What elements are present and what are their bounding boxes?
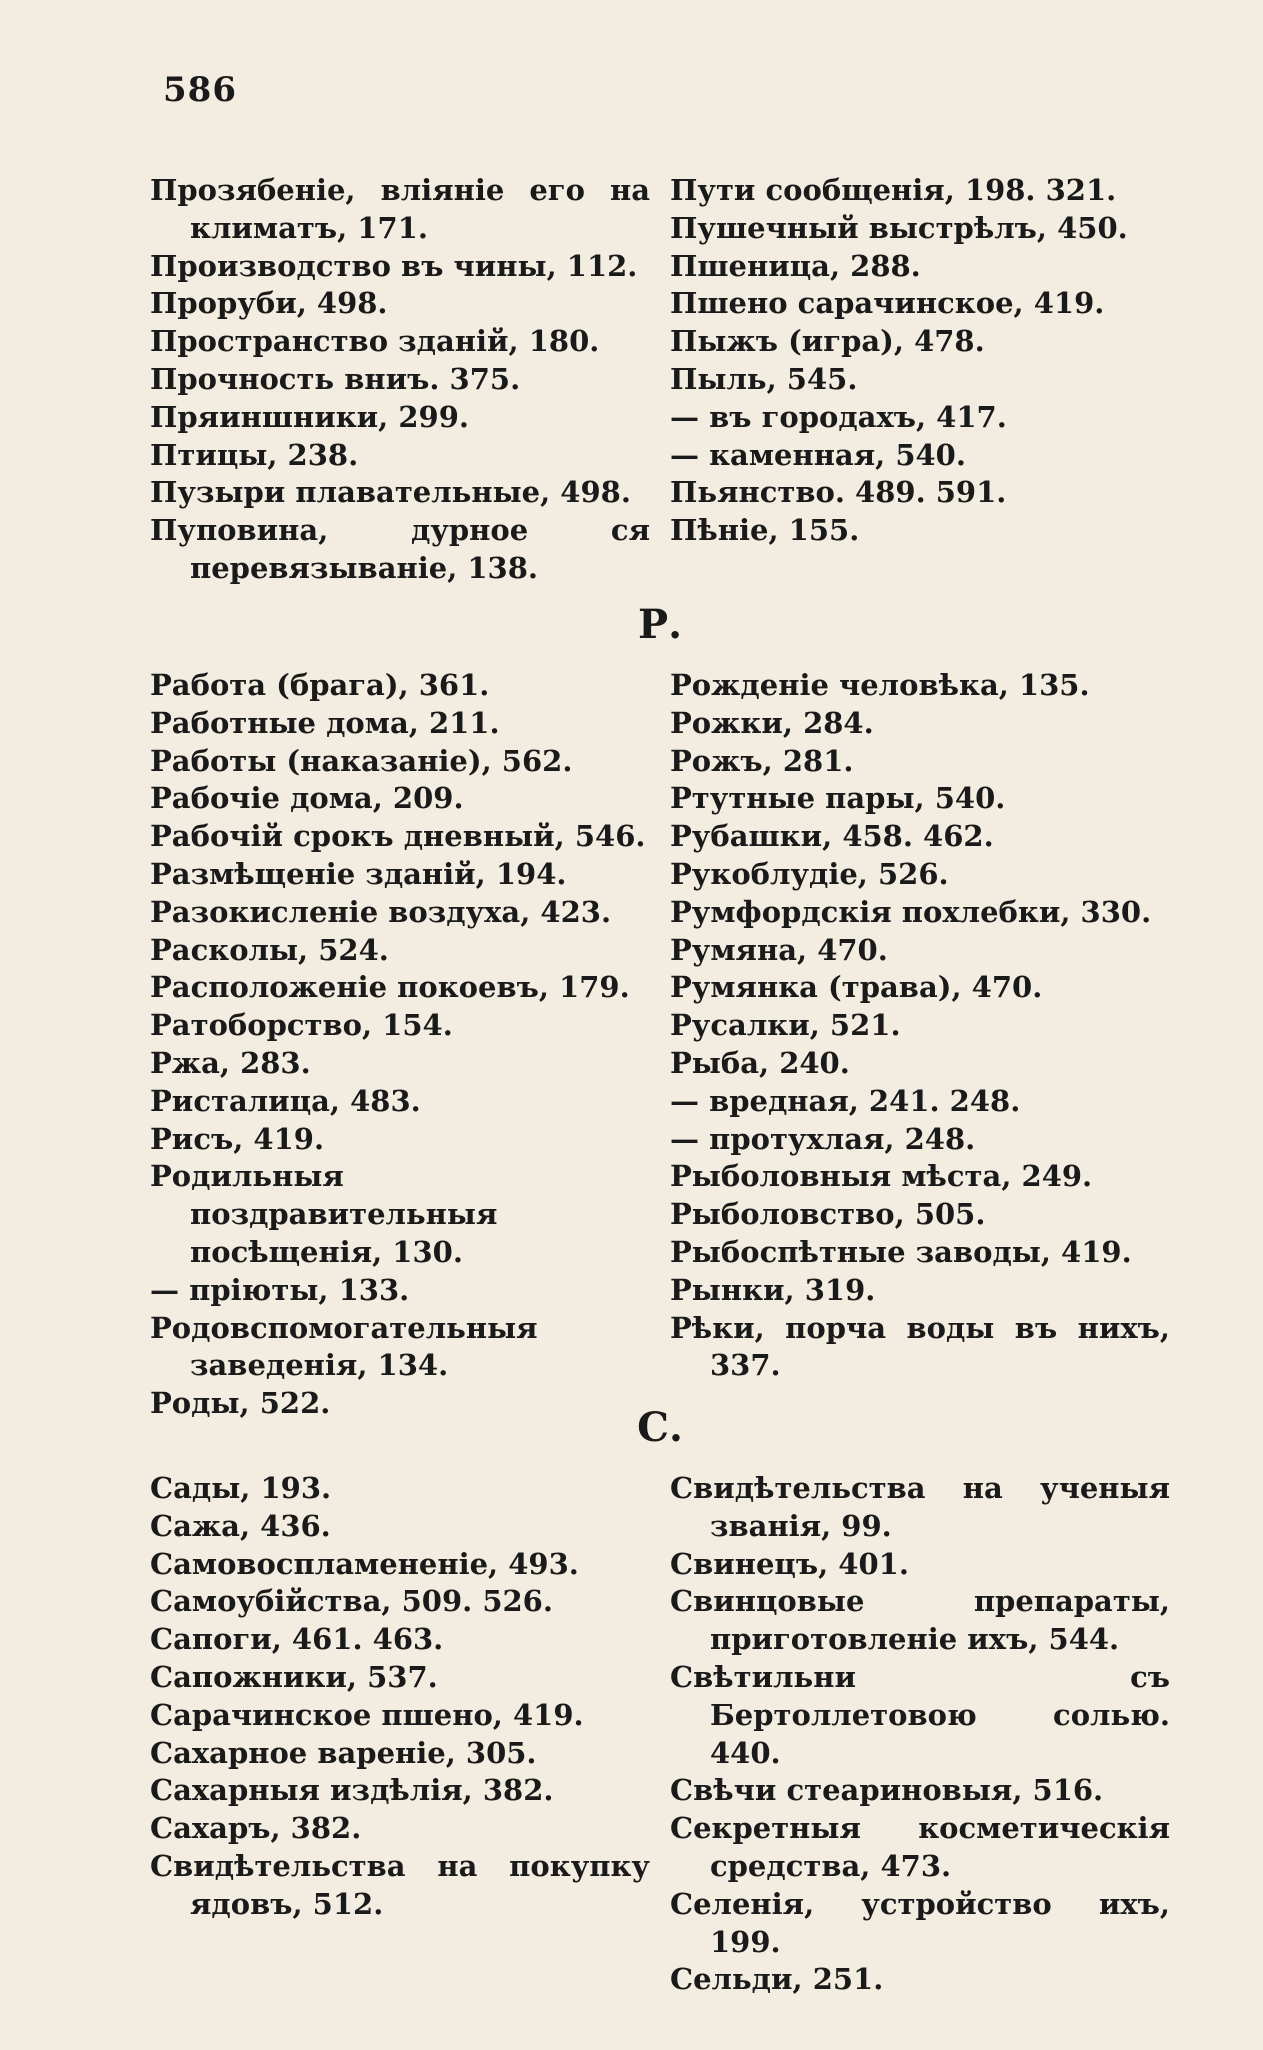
section-columns xyxy=(150,1470,1170,1999)
section-p xyxy=(150,172,1170,588)
index-entry: Свидѣтельства на ученыя званія, 99. xyxy=(670,1471,1170,1543)
index-entry: Рисъ, 419. xyxy=(150,1121,325,1156)
index-entry: Самоубійства, 509. 526. xyxy=(150,1584,553,1619)
index-entry: Ржа, 283. xyxy=(150,1045,311,1080)
index-entry: Разокисленіе воздуха, 423. xyxy=(150,894,612,929)
section-columns xyxy=(150,172,1170,588)
index-entry: Рубашки, 458. 462. xyxy=(670,819,994,854)
index-entry: Рынки, 319. xyxy=(670,1272,876,1307)
index-entry: Рѣки, порча воды въ нихъ, 337. xyxy=(670,1310,1170,1383)
index-entry: Рабочіе дома, 209. xyxy=(150,781,464,816)
index-entry: Сахарное вареніе, 305. xyxy=(150,1735,537,1770)
index-entry: Румфордскія похлебки, 330. xyxy=(670,894,1152,929)
index-entry: Сажа, 436. xyxy=(150,1508,331,1543)
index-entry: Пуповина, дурное ся перевязываніе, 138. xyxy=(150,513,650,585)
section-letter: Р. xyxy=(637,601,682,648)
left-column xyxy=(150,667,650,1423)
index-entry: — пріюты, 133. xyxy=(150,1272,410,1307)
index-entry: Размѣщеніе зданій, 194. xyxy=(150,856,567,891)
index-entry: Пути сообщенія, 198. 321. xyxy=(670,173,1117,207)
index-entry: Пыжъ (игра), 478. xyxy=(670,324,985,359)
index-entry: Рыболовство, 505. xyxy=(670,1197,986,1232)
index-entry: Пыль, 545. xyxy=(670,361,858,396)
index-entry: Родовспомогательныя заведенія, 134. xyxy=(150,1310,538,1383)
left-column xyxy=(150,172,650,588)
index-entry: Сапоги, 461. 463. xyxy=(150,1622,444,1657)
index-entry: — протухлая, 248. xyxy=(670,1121,976,1156)
index-entry: Пушечный выстрѣлъ, 450. xyxy=(670,210,1128,245)
index-entry: Пѣніе, 155. xyxy=(670,513,860,548)
index-entry: Секретныя косметическія средства, 473. xyxy=(670,1811,1170,1883)
index-entry: Птицы, 238. xyxy=(150,437,359,472)
index-entry: Сахарныя издѣлія, 382. xyxy=(150,1773,554,1808)
index-entry: Родильныя поздравительныя посѣщенія, 130. xyxy=(150,1159,498,1269)
index-entry: Самовоспламененіе, 493. xyxy=(150,1546,579,1581)
index-entry: Сады, 193. xyxy=(150,1471,332,1505)
section-columns xyxy=(150,667,1170,1423)
index-entry: Пузыри плавательные, 498. xyxy=(150,475,631,510)
index-entry: Пшено сарачинское, 419. xyxy=(670,286,1105,321)
index-entry: Рукоблудіе, 526. xyxy=(670,856,949,891)
index-entry: Прозябеніе, вліяніе его на климатъ, 171. xyxy=(150,173,650,245)
index-entry: Русалки, 521. xyxy=(670,1008,901,1043)
index-entry: Сельди, 251. xyxy=(670,1962,884,1997)
index-entry: — въ городахъ, 417. xyxy=(670,399,1007,434)
index-entry: Пшеница, 288. xyxy=(670,248,921,283)
index-entry: Расположеніе покоевъ, 179. xyxy=(150,970,630,1005)
section-letter: С. xyxy=(637,1404,683,1451)
index-entry: Работа (брага), 361. xyxy=(150,668,490,702)
index-entry: Рабочій срокъ дневный, 546. xyxy=(150,819,646,854)
index-entry: Свѣчи стеариновыя, 516. xyxy=(670,1773,1104,1808)
index-entry: Пространство зданій, 180. xyxy=(150,324,600,359)
index-entry: Сахаръ, 382. xyxy=(150,1811,362,1846)
index-entry: Румянка (трава), 470. xyxy=(670,970,1043,1005)
index-entry: Рожъ, 281. xyxy=(670,743,854,778)
section-r xyxy=(150,595,1170,1423)
index-entry: Работные дома, 211. xyxy=(150,705,500,740)
index-entry: Сарачинское пшено, 419. xyxy=(150,1697,584,1732)
index-entry: Производство въ чины, 112. xyxy=(150,248,638,283)
index-entry: Пьянство. 489. 591. xyxy=(670,475,1007,510)
index-entry: Рыба, 240. xyxy=(670,1045,850,1080)
right-column xyxy=(670,667,1170,1423)
index-entry: Селенія, устройство ихъ, 199. xyxy=(670,1886,1170,1959)
index-entry: Работы (наказаніе), 562. xyxy=(150,743,573,778)
index-entry: Пряиншники, 299. xyxy=(150,399,469,434)
index-entry: Ратоборство, 154. xyxy=(150,1008,453,1043)
index-entry: Рожденіе человѣка, 135. xyxy=(670,668,1090,702)
index-entry: Сапожники, 537. xyxy=(150,1659,438,1694)
index-entry: — вредная, 241. 248. xyxy=(670,1083,1021,1118)
index-entry: Рыболовныя мѣста, 249. xyxy=(670,1159,1093,1194)
index-entry: Рожки, 284. xyxy=(670,705,874,740)
section-s xyxy=(150,1398,1170,1999)
right-column xyxy=(670,1470,1170,1999)
index-entry: Ристалица, 483. xyxy=(150,1083,421,1118)
index-entry: Роды, 522. xyxy=(150,1386,331,1421)
index-entry: — каменная, 540. xyxy=(670,437,966,472)
index-entry: Свинцовые препараты, приготовленіе ихъ, 544. xyxy=(670,1584,1170,1657)
index-entry: Прочность вниъ. 375. xyxy=(150,361,521,396)
index-entry: Свидѣтельства на покупку ядовъ, 512. xyxy=(150,1848,650,1921)
right-column xyxy=(670,172,1170,588)
page-number: 586 xyxy=(163,70,237,110)
index-entry: Ртутные пары, 540. xyxy=(670,781,1006,816)
index-entry: Румяна, 470. xyxy=(670,932,888,967)
index-entry: Свѣтильни съ Бертоллетовою солью. 440. xyxy=(670,1659,1170,1770)
index-entry: Проруби, 498. xyxy=(150,286,388,321)
index-entry: Свинецъ, 401. xyxy=(670,1546,909,1581)
left-column xyxy=(150,1470,650,1999)
index-entry: Рыбоспѣтные заводы, 419. xyxy=(670,1234,1132,1269)
index-entry: Расколы, 524. xyxy=(150,932,389,967)
